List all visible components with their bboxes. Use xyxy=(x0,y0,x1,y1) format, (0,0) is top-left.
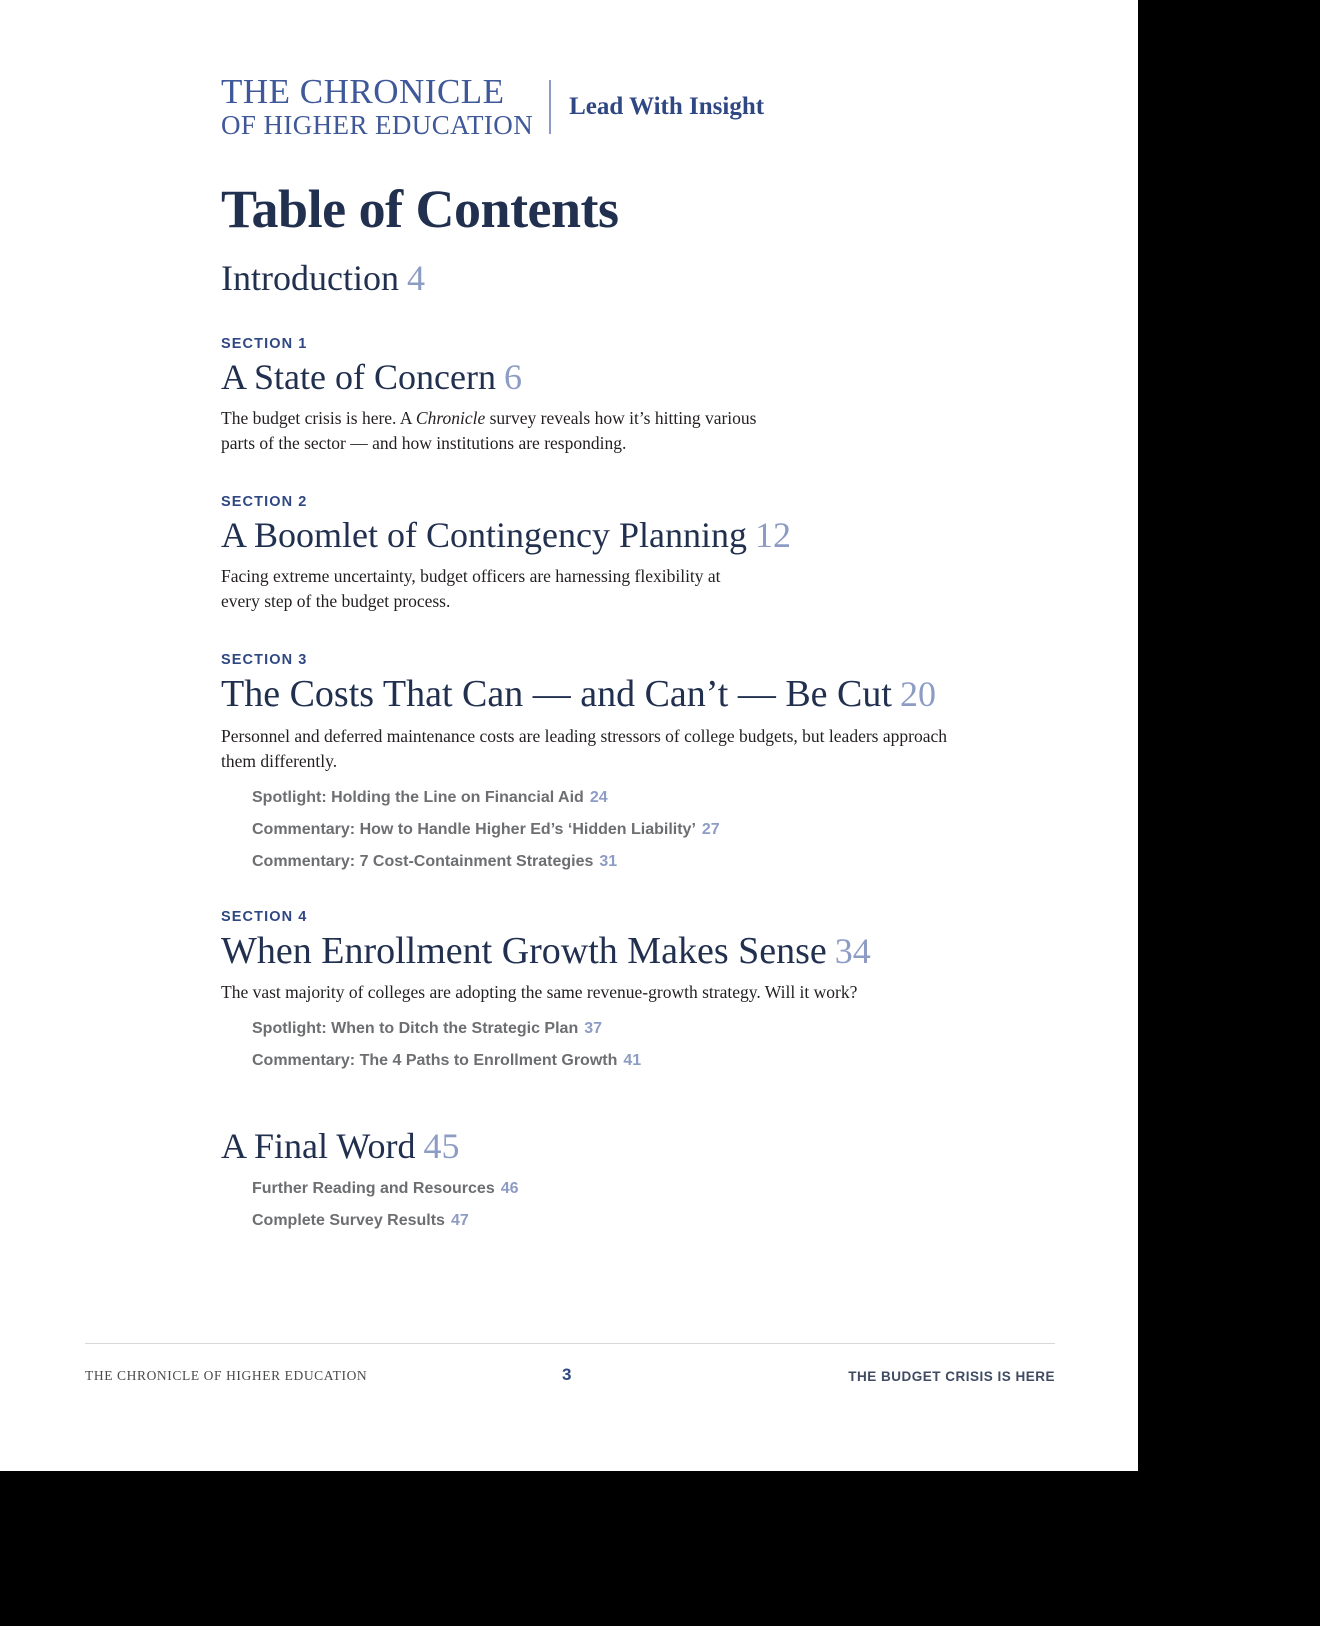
section-1-headline xyxy=(221,357,1061,397)
section-3-eyebrow: SECTION 3 xyxy=(221,652,308,669)
section-3-page: 20 xyxy=(899,674,936,715)
section-1-description xyxy=(221,406,781,457)
section-4-title: When Enrollment Growth Makes Sense xyxy=(221,929,827,972)
toc-entry-section-2[interactable] xyxy=(221,494,1061,614)
final-word-subitem-2-page: 47 xyxy=(450,1211,469,1229)
masthead-divider xyxy=(549,80,551,134)
section-3-subitem-2[interactable] xyxy=(252,821,1061,839)
section-4-subitem-1[interactable] xyxy=(252,1020,1061,1038)
masthead-line-2: OF HIGHER EDUCATION xyxy=(221,110,534,140)
introduction-page: 4 xyxy=(406,258,425,298)
section-3-subitem-3[interactable] xyxy=(252,853,1061,871)
footer-publication: THE CHRONICLE OF HIGHER EDUCATION xyxy=(85,1368,368,1383)
final-word-subitem-1-page: 46 xyxy=(500,1179,519,1197)
spacer xyxy=(221,614,1061,652)
section-4-subitem-1-page: 37 xyxy=(584,1019,603,1037)
section-3-subitem-3-label: Commentary: 7 Cost-Containment Strategies xyxy=(252,852,594,870)
section-3-headline xyxy=(221,673,1061,716)
toc-entry-final-word[interactable] xyxy=(221,1126,1061,1230)
section-2-title: A Boomlet of Contingency Planning xyxy=(221,515,747,556)
section-2-eyebrow: SECTION 2 xyxy=(221,494,308,511)
spacer xyxy=(221,1108,1061,1126)
spacer xyxy=(221,298,1061,336)
section-1-title: A State of Concern xyxy=(221,357,496,398)
section-3-subitem-2-page: 27 xyxy=(701,820,720,838)
toc-entry-section-1[interactable] xyxy=(221,336,1061,456)
final-word-subitem-2[interactable] xyxy=(252,1212,1061,1230)
toc-entries xyxy=(221,258,1061,1230)
introduction-label: Introduction xyxy=(221,258,399,298)
section-2-description: Facing extreme uncertainty, budget officers are harnessing flexibility at every step of the budget process. xyxy=(221,565,721,612)
final-word-headline xyxy=(221,1126,1061,1166)
section-4-subitem-1-label: Spotlight: When to Ditch the Strategic Plan xyxy=(252,1019,579,1037)
footer-report-title: THE BUDGET CRISIS IS HERE xyxy=(848,1368,1055,1384)
toc-entry-section-4[interactable] xyxy=(221,909,1061,1070)
final-word-subitem-2-label: Complete Survey Results xyxy=(252,1211,445,1229)
section-3-title: The Costs That Can — and Can’t — Be Cut xyxy=(221,673,892,716)
final-word-subitem-1[interactable] xyxy=(252,1180,1061,1198)
page-title: Table of Contents xyxy=(221,179,619,239)
toc-entry-introduction[interactable] xyxy=(221,258,1061,298)
section-4-headline xyxy=(221,930,1061,973)
section-4-subitem-2[interactable] xyxy=(252,1052,1061,1070)
section-1-desc-emphasis: Chronicle xyxy=(415,407,486,428)
spacer xyxy=(221,1070,1061,1108)
masthead xyxy=(221,74,764,139)
final-word-page: 45 xyxy=(423,1125,460,1166)
section-3-subitem-1-label: Spotlight: Holding the Line on Financial Aid xyxy=(252,788,584,806)
section-2-headline xyxy=(221,515,1061,555)
footer-page-number: 3 xyxy=(562,1365,572,1384)
section-4-subitem-2-label: Commentary: The 4 Paths to Enrollment Growth xyxy=(252,1051,618,1069)
section-1-eyebrow: SECTION 1 xyxy=(221,336,308,353)
toc-entry-section-3[interactable] xyxy=(221,652,1061,870)
section-3-subitem-1-page: 24 xyxy=(589,788,608,806)
section-1-desc-pre: The budget crisis is here. A xyxy=(221,407,416,428)
footer-divider xyxy=(85,1343,1055,1344)
spacer xyxy=(221,871,1061,909)
section-4-eyebrow: SECTION 4 xyxy=(221,908,308,925)
section-3-subitem-1[interactable] xyxy=(252,789,1061,807)
spacer xyxy=(221,456,1061,494)
final-word-title: A Final Word xyxy=(221,1125,416,1166)
section-4-description: The vast majority of colleges are adopting the same revenue-growth strategy. Will it work? xyxy=(221,982,858,1003)
introduction-headline xyxy=(221,258,1061,298)
chronicle-logo xyxy=(221,74,533,139)
section-3-subitem-3-page: 31 xyxy=(599,852,618,870)
section-3-subitem-2-label: Commentary: How to Handle Higher Ed’s ‘Hidden Liability’ xyxy=(252,820,696,838)
section-3-description: Personnel and deferred maintenance costs are leading stressors of college budgets, but leaders approach them differently. xyxy=(221,725,947,772)
masthead-line-1: THE CHRONICLE xyxy=(221,72,505,111)
section-4-page: 34 xyxy=(834,930,871,971)
section-1-desc-post: survey reveals how it’s hitting various parts of the sector — and how institutions are responding. xyxy=(221,407,757,453)
section-4-subitem-2-page: 41 xyxy=(623,1051,642,1069)
section-2-page: 12 xyxy=(754,515,791,556)
masthead-tagline: Lead With Insight xyxy=(569,92,765,120)
section-1-page: 6 xyxy=(503,357,522,398)
page-footer xyxy=(85,1365,1055,1384)
final-word-subitem-1-label: Further Reading and Resources xyxy=(252,1179,495,1197)
